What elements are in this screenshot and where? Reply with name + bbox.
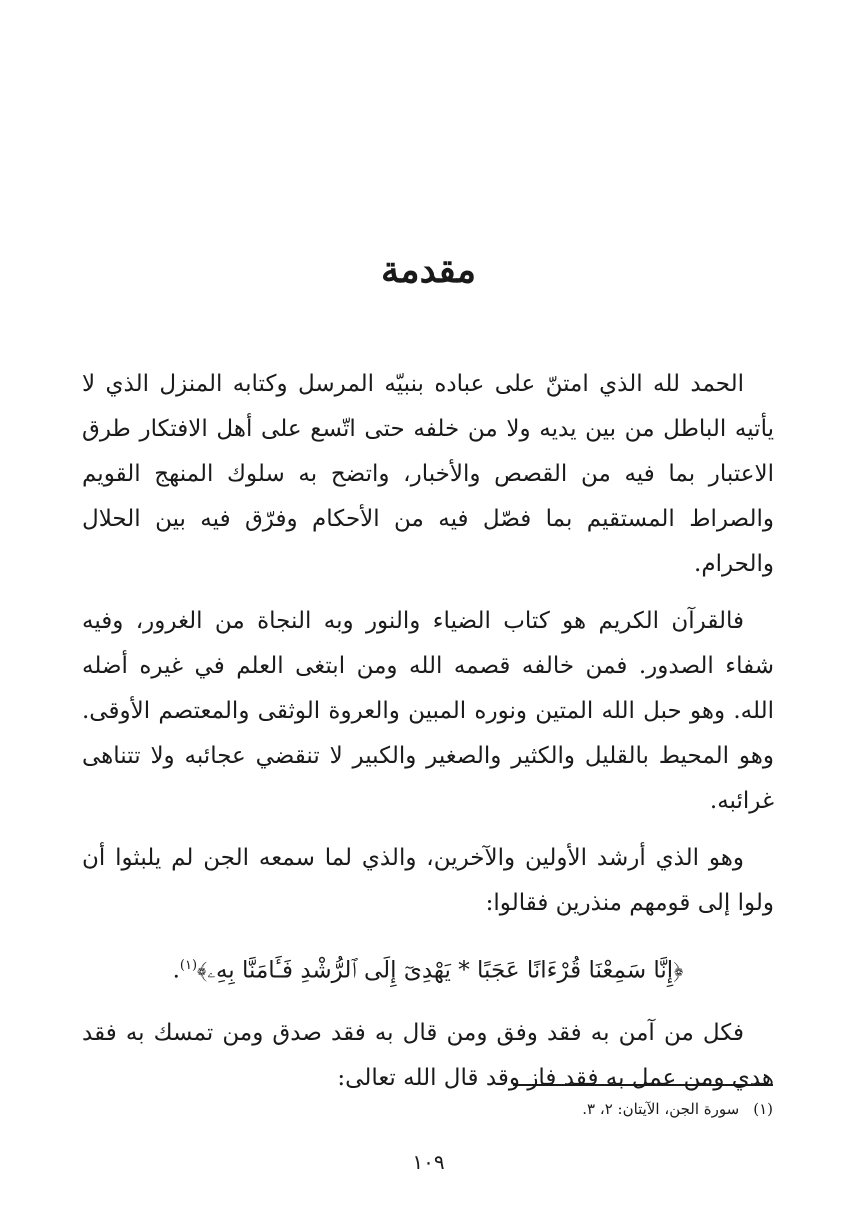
footnote bbox=[582, 1098, 773, 1120]
paragraph-4: فكل من آمن به فقد وفق ومن قال به فقد صدق ومن تمسك به فقد هدي ومن عمل به فقد فاز وقد قال الله تعالى: bbox=[82, 1019, 774, 1091]
page-title: مقدمة bbox=[381, 249, 476, 291]
paragraph-3: وهو الذي أرشد الأولين والآخرين، والذي لما سمعه الجن لم يلبثوا أن ولوا إلى قومهم منذرين فقالوا: bbox=[82, 845, 774, 916]
paragraph-1: الحمد لله الذي امتنّ على عباده بنبيّه المرسل وكتابه المنزل الذي لا يأتيه الباطل من بين يديه ولا من خلفه حتى اتّسع على أهل الافتكار طرق الاعتبار بما فيه من القصص والأخبار، واتضح به سلوك المنهج القويم والصراط المستقيم بما فصّل فيه من الأحكام وفرّق فيه بين الحلال والحرام. bbox=[82, 371, 774, 577]
footnote-divider bbox=[513, 1084, 773, 1086]
body-text bbox=[82, 362, 774, 1101]
paragraph-2: فالقرآن الكريم هو كتاب الضياء والنور وبه النجاة من الغرور، وفيه شفاء الصدور. فمن خالفه قصمه الله ومن ابتغى العلم في غيره أضله الله. وهو حبل الله المتين ونوره المبين والعروة الوثقى والمعتصم الأوقى. وهو المحيط بالقليل والكثير والصغير والكبير لا تنقضي عجائبه ولا تتناهى غرائبه. bbox=[82, 608, 774, 814]
footnote-text: سورة الجن، الآيتان: ٢، ٣. bbox=[582, 1100, 740, 1118]
quran-verse-text: ﴿إِنَّا سَمِعْنَا قُرْءَانًا عَجَبًا * يَهْدِىٓ إِلَى ٱلرُّشْدِ فَـَٔامَنَّا بِهِۦ﴾ bbox=[197, 957, 684, 984]
footnote-mark: (١) bbox=[753, 1100, 773, 1118]
page-number: ١٠٩ bbox=[412, 1150, 445, 1174]
quran-verse-end: . bbox=[172, 957, 180, 984]
quran-verse bbox=[82, 936, 774, 1001]
footnote-reference[interactable]: (١) bbox=[179, 958, 198, 973]
